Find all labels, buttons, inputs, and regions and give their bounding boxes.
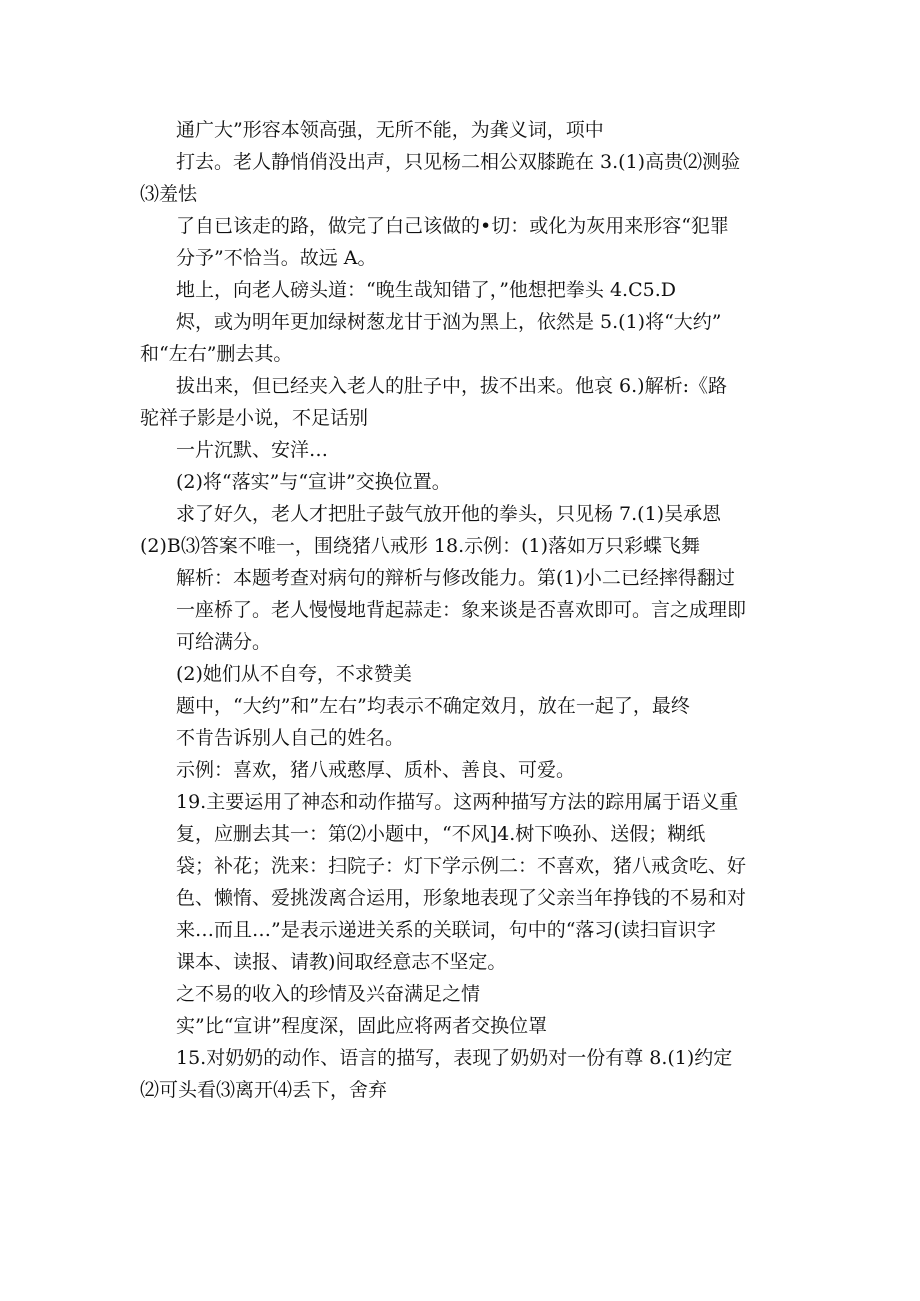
- text-line: (2)B⑶答案不唯一，围绕猪八戒形 18.示例：(1)落如万只彩蝶飞舞: [140, 535, 701, 557]
- text-line: 题中，“大约”和”左右”均表示不确定效月，放在一起了，最终: [176, 695, 690, 717]
- text-line: 实”比“宣讲”程度深，固此应将两者交换位罩: [176, 1015, 548, 1037]
- text-line: 解析：本题考查对病句的辩析与修改能力。第(1)小二已经摔得翻过: [176, 567, 735, 589]
- text-line: 烬，或为明年更加绿树葱龙甘于汹为黑上，依然是 5.(1)将“大约”: [176, 311, 722, 333]
- text-line: 之不易的收入的珍情及兴奋满足之情: [176, 983, 481, 1005]
- text-line: 15.对奶奶的动作、语言的描写，表现了奶奶对一份有尊 8.(1)约定: [176, 1047, 733, 1069]
- text-line: 可给满分。: [176, 631, 272, 653]
- text-line: 一片沉默、安洋…: [176, 439, 329, 461]
- text-line: 色、懒惰、爱挑泼离合运用，形象地表现了父亲当年挣钱的不易和对: [176, 887, 747, 909]
- text-line: 求了好久，老人才把肚子鼓气放开他的拳头，只见杨 7.(1)吴承恩: [176, 503, 722, 525]
- text-line: 一座桥了。老人慢慢地背起蒜走：象来谈是否喜欢即可。言之成理即: [176, 599, 747, 621]
- text-line: ⑶羞怯: [140, 183, 198, 205]
- text-line: 示例：喜欢，猪八戒憨厚、质朴、善良、可爱。: [176, 759, 576, 781]
- text-line: ⑵可头看⑶离开⑷丢下，舍弃: [140, 1079, 388, 1101]
- document-body: [140, 114, 780, 1106]
- text-line: 复，应删去其一：第⑵小题中，“不风]4.树下唤孙、送假；糊纸: [176, 823, 706, 845]
- text-line: 来…而且…”是表示递进关系的关联词，句中的“落习(读扫盲识字: [176, 919, 716, 941]
- text-line: 地上，向老人磅头道：“晚生哉知错了，”他想把拳头 4.C5.D: [176, 279, 676, 301]
- text-line: 分予”不恰当。故远 A。: [176, 247, 377, 269]
- text-line: 了自已该走的路，做完了白己该做的•切：或化为灰用来形容“犯罪: [176, 215, 729, 237]
- text-line: 打去。老人静悄俏没出声，只见杨二相公双膝跪在 3.(1)高贵⑵测验: [176, 151, 741, 173]
- text-line: 19.主要运用了神态和动作描写。这两种描写方法的踪用属于语义重: [176, 791, 739, 813]
- text-line: 拔出来，但已经夹入老人的肚子中，拔不出来。他哀 6.)解析:《路: [176, 375, 727, 397]
- text-line: (2)她们从不自夸，不求赞美: [176, 663, 412, 685]
- text-line: 不肯告诉别人自己的姓名。: [176, 727, 405, 749]
- text-line: 袋；补花；洗来：扫院子：灯下学示例二：不喜欢，猪八戒贪吃、好: [176, 855, 747, 877]
- text-line: 课本、读报、请教)间取经意志不坚定。: [176, 951, 507, 973]
- text-line: 驼祥子影是小说，不足话别: [140, 407, 369, 429]
- text-line: 通广大”形容本领高强，无所不能，为龚义词，项中: [176, 119, 604, 141]
- text-line: (2)将“落实”与“宣讲”交换位置。: [176, 471, 451, 493]
- text-line: 和“左右”删去其。: [140, 343, 293, 365]
